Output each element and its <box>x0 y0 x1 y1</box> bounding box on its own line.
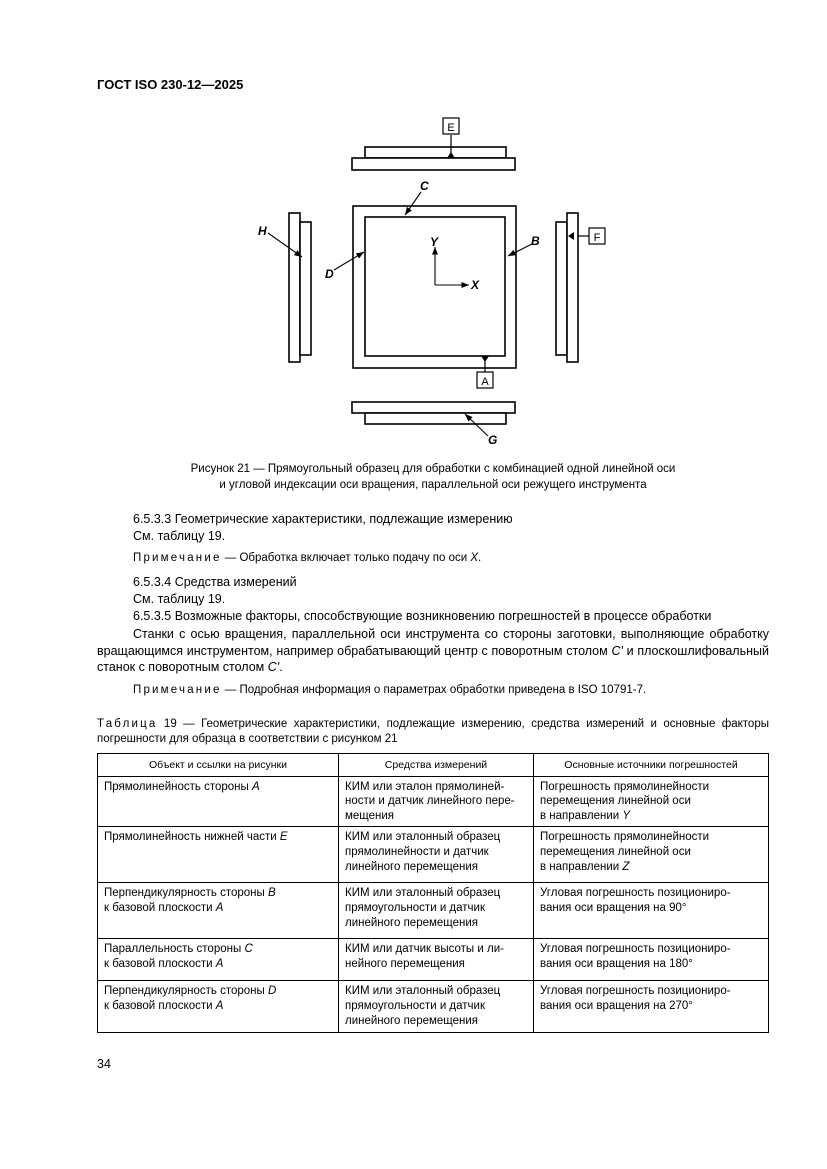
figure-21 <box>0 0 827 460</box>
cell-text: КИМ или эталон прямолиней- ности и датчик линейного пере- мещения <box>345 780 515 822</box>
table-header-cell: Объект и ссылки на рисунки <box>98 754 339 777</box>
section-6535-heading: 6.5.3.5 Возможные факторы, способствующие возникновению погрешностей в процессе обработки <box>133 609 712 623</box>
table-row <box>98 939 769 981</box>
cell-text: Погрешность прямолинейности перемещения линейной оси в направлении <box>540 831 710 873</box>
figure-caption-line1: Рисунок 21 — Прямоугольный образец для обработки с комбинацией одной линейной оси <box>190 463 676 475</box>
table-cell <box>339 981 534 1033</box>
table-cell <box>98 883 339 939</box>
section-6533-heading: 6.5.3.3 Геометрические характеристики, подлежащие измерению <box>133 512 513 526</box>
cell-text: A <box>215 957 224 970</box>
table-header-cell: Средства измерений <box>339 754 534 777</box>
cell-text: Перпендикулярность стороны <box>104 887 268 900</box>
table-cell <box>339 939 534 981</box>
para-text-2: и плоскошлифовальный станок с поворотным столом <box>97 643 769 674</box>
para-c1: C' <box>611 643 623 658</box>
table-header-row <box>98 754 769 777</box>
table-row <box>98 883 769 939</box>
table-header-cell: Основные источники погрешностей <box>534 754 769 777</box>
running-header: ГОСТ ISO 230-12—2025 <box>97 77 244 92</box>
label-c: C <box>420 179 429 193</box>
cell-text: Прямолинейность нижней части <box>104 831 280 844</box>
label-b: B <box>531 234 540 248</box>
table-caption <box>97 717 769 747</box>
cell-text: C <box>244 943 253 956</box>
table-row <box>98 776 769 827</box>
figure-caption-line2: и угловой индексации оси вращения, параллельной оси режущего инструмента <box>219 479 647 491</box>
section-6533-ref: См. таблицу 19. <box>133 529 226 543</box>
axis-x-label: X <box>471 278 480 292</box>
cell-text: КИМ или эталонный образец прямоугольности и датчик линейного перемещения <box>345 887 501 929</box>
cell-text: к базовой плоскости <box>104 901 213 914</box>
cell-text: Угловая погрешность позициониро- вания оси вращения на 180° <box>540 943 731 970</box>
cell-text: к базовой плоскости <box>104 957 213 970</box>
section-6534-ref: См. таблицу 19. <box>133 592 226 606</box>
para-text-1: Станки с осью вращения, параллельной оси инструмента со стороны заготовки, выполняющие обработку вращающимся инструментом, например обрабатывающий центр с поворотным столом <box>97 627 769 658</box>
note-1 <box>133 552 481 564</box>
table-caption-text: 19 — Геометрические характеристики, подлежащие измерению, средства измерений и основные факторы погрешности для образца в соответствии с рисунком 21 <box>97 718 769 745</box>
table-cell <box>534 939 769 981</box>
section-6534-heading: 6.5.3.4 Средства измерений <box>133 575 297 589</box>
cell-text: A <box>215 901 224 914</box>
table-19 <box>97 753 769 1033</box>
right-fixture-plate <box>556 222 567 355</box>
note-2-text: — Подробная информация о параметрах обработки приведена в ISO 10791-7. <box>221 684 647 696</box>
table-cell <box>98 939 339 981</box>
table-cell <box>98 981 339 1033</box>
bottom-reference-plate <box>352 402 515 413</box>
cell-text: Параллельность стороны <box>104 943 245 956</box>
table-cell <box>534 776 769 827</box>
cell-text: Z <box>622 860 630 873</box>
cell-text: D <box>268 985 277 998</box>
cell-text: Прямолинейность стороны <box>104 780 252 793</box>
note-2 <box>133 684 646 696</box>
note-1-label: Примечание <box>133 552 222 564</box>
cell-text: A <box>251 780 260 793</box>
table-caption-label: Таблица <box>97 718 158 730</box>
table-cell <box>534 981 769 1033</box>
cell-text: A <box>215 999 224 1012</box>
top-reference-plate <box>352 158 515 170</box>
cell-text: КИМ или датчик высоты и ли- нейного перемещения <box>345 943 504 970</box>
top-fixture-plate <box>365 147 506 158</box>
table-cell <box>339 776 534 827</box>
table-cell <box>534 827 769 883</box>
para-c2: C' <box>267 660 280 674</box>
page-number: 34 <box>97 1057 111 1071</box>
label-d: D <box>325 267 334 281</box>
axis-y-label: Y <box>430 235 439 249</box>
table-row <box>98 981 769 1033</box>
cell-text: Y <box>622 809 631 822</box>
cell-text: Угловая погрешность позициониро- вания оси вращения на 90° <box>540 887 731 914</box>
cell-text: к базовой плоскости <box>104 999 213 1012</box>
note-1-axis: X <box>470 552 479 564</box>
datum-e-label: E <box>447 122 455 134</box>
table-cell <box>339 883 534 939</box>
table-cell <box>98 776 339 827</box>
left-fixture-plate <box>300 222 311 355</box>
cell-text: КИМ или эталонный образец прямоугольности и датчик линейного перемещения <box>345 985 501 1027</box>
note-1-text: — Обработка включает только подачу по оси <box>221 552 471 564</box>
label-g: G <box>488 433 498 447</box>
cell-text: Угловая погрешность позициониро- вания оси вращения на 270° <box>540 985 731 1012</box>
section-6535-paragraph <box>97 626 769 676</box>
cell-text: Погрешность прямолинейности перемещения линейной оси в направлении <box>540 780 710 822</box>
bottom-fixture-plate <box>365 413 506 424</box>
table-cell <box>534 883 769 939</box>
datum-a-label: A <box>481 376 489 388</box>
cell-text: Перпендикулярность стороны <box>104 985 268 998</box>
label-h: H <box>258 224 267 238</box>
note-1-end: . <box>478 552 482 564</box>
cell-text: B <box>268 887 276 900</box>
table-row <box>98 827 769 883</box>
note-2-label: Примечание <box>133 684 222 696</box>
table-cell <box>339 827 534 883</box>
datum-f-label: F <box>593 232 601 244</box>
table-cell <box>98 827 339 883</box>
cell-text: E <box>279 831 288 844</box>
para-text-3: . <box>279 660 283 674</box>
left-reference-plate <box>289 213 300 362</box>
cell-text: КИМ или эталонный образец прямолинейности и датчик линейного перемещения <box>345 831 501 873</box>
